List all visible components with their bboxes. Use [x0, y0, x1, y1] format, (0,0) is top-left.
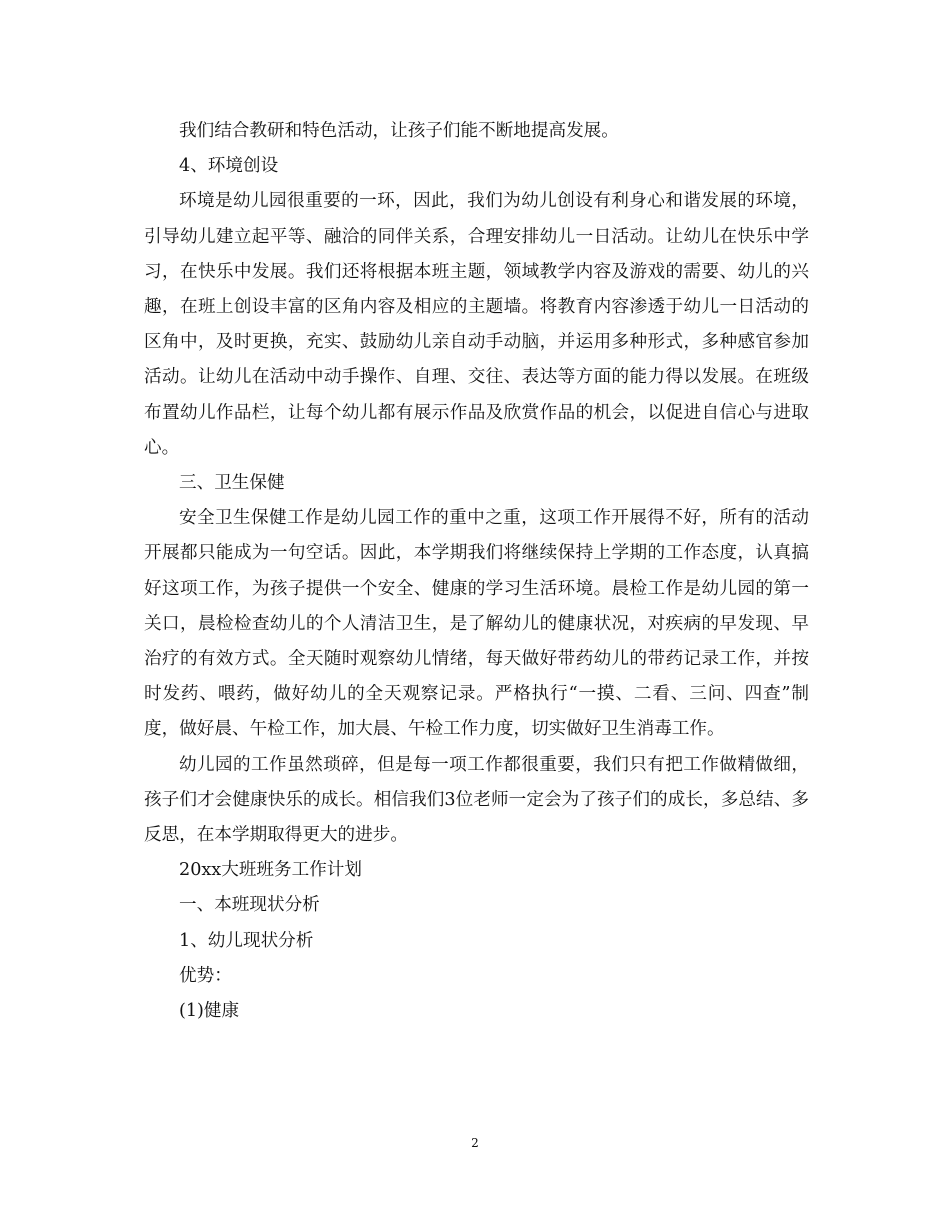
paragraph: 环境是幼儿园很重要的一环，因此，我们为幼儿创设有利身心和谐发展的环境，引导幼儿建立起平等、融洽的同伴关系，合理安排幼儿一日活动。让幼儿在快乐中学习，在快乐中发展。我们还将根据本班主题，领域教学内容及游戏的需要、幼儿的兴趣，在班上创设丰富的区角内容及相应的主题墙。将教育内容渗透于幼儿一日活动的区角中，及时更换，充实、鼓励幼儿亲自动手动脑，并运用多种形式，多种感官参加活动。让幼儿在活动中动手操作、自理、交往、表达等方面的能力得以发展。在班级布置幼儿作品栏，让每个幼儿都有展示作品及欣赏作品的机会，以促进自信心与进取心。	[144, 191, 809, 458]
subsection-heading: 1、幼儿现状分析	[179, 930, 314, 951]
body-text	[144, 114, 809, 1029]
paragraph: 幼儿园的工作虽然琐碎，但是每一项工作都很重要，我们只有把工作做精做细，孩子们才会健康快乐的成长。相信我们3位老师一定会为了孩子们的成长，多总结、多反思，在本学期取得更大的进步。	[144, 754, 809, 846]
page-number: 2	[471, 1136, 479, 1150]
list-item: (1)健康	[179, 1001, 240, 1022]
paragraph: 我们结合教研和特色活动，让孩子们能不断地提高发展。	[179, 121, 619, 141]
section-heading: 三、卫生保健	[179, 473, 285, 494]
section-heading: 一、本班现状分析	[179, 895, 320, 916]
paragraph: 安全卫生保健工作是幼儿园工作的重中之重，这项工作开展得不好，所有的活动开展都只能成为一句空话。因此，本学期我们将继续保持上学期的工作态度，认真搞好这项工作，为孩子提供一个安全、健康的学习生活环境。晨检工作是幼儿园的第一关口，晨检检查幼儿的个人清洁卫生，是了解幼儿的健康状况，对疾病的早发现、早治疗的有效方式。全天随时观察幼儿情绪，每天做好带药幼儿的带药记录工作，并按时发药、喂药，做好幼儿的全天观察记录。严格执行“一摸、二看、三问、四查”制度，做好晨、午检工作，加大晨、午检工作力度，切实做好卫生消毒工作。	[144, 508, 809, 740]
document-title: 20xx大班班务工作计划	[179, 860, 362, 881]
label: 优势：	[179, 965, 232, 986]
section-heading: 4、环境创设	[179, 156, 279, 177]
